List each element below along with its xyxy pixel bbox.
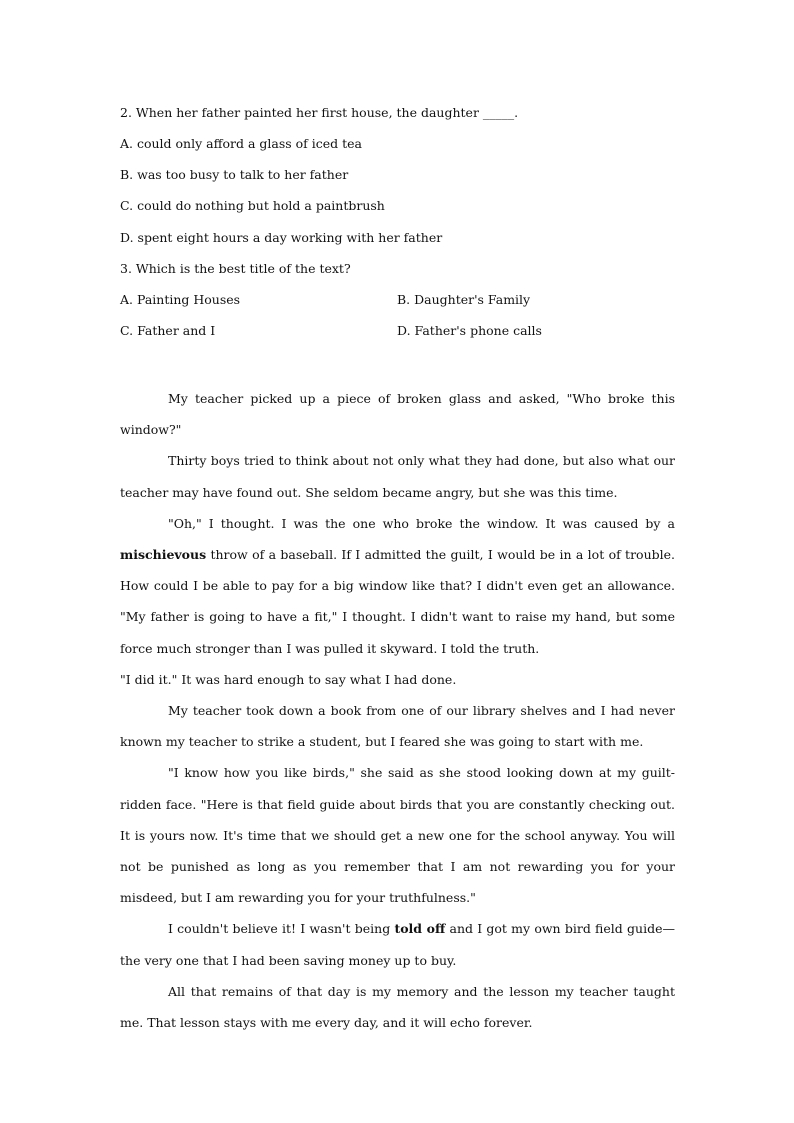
passage-paragraph-4: My teacher took down a book from one of our library shelves and I had never known my teacher to strike a student, but I feared she was going to start with me.	[120, 703, 675, 750]
passage-paragraph-3	[120, 508, 675, 664]
passage-paragraph-2: Thirty boys tried to think about not only what they had done, but also what our teacher may have found out. She seldom became angry, but she was this time.	[120, 453, 675, 500]
passage-paragraph-1: My teacher picked up a piece of broken glass and asked, "Who broke this window?"	[120, 391, 675, 438]
question-3-option-a: A. Painting Houses	[120, 292, 241, 307]
passage-paragraph-6-start: I couldn't believe it! I wasn't being	[168, 921, 395, 937]
question-2-option-d: D. spent eight hours a day working with her father	[120, 230, 443, 245]
passage-paragraph-6	[120, 913, 675, 975]
question-3-option-b: B. Daughter's Family	[397, 292, 531, 307]
question-3-option-c: C. Father and I	[120, 323, 216, 338]
passage-paragraph-5: "I know how you like birds," she said as she stood looking down at my guilt-ridden face. "Here is that field guide about birds that you are constantly checking out. It is yours now. It's time that we should get a new one for the school anyway. You will not be punished as long as you remember that I am not rewarding you for your misdeed, but I am rewarding you for your truthfulness."	[120, 765, 675, 906]
passage-paragraph-7: All that remains of that day is my memory and the lesson my teacher taught me. That lesson stays with me every day, and it will echo forever.	[120, 983, 675, 1031]
question-3-stem: 3. Which is the best title of the text?	[120, 261, 351, 276]
question-2-option-b: B. was too busy to talk to her father	[120, 167, 349, 182]
passage-paragraph-3-start: "Oh," I thought. I was the one who broke the window. It was caused by a	[168, 515, 675, 531]
question-2-option-c: C. could do nothing but hold a paintbrush	[120, 198, 385, 213]
reading-passage	[120, 383, 675, 1038]
keyword-told-off: told off	[394, 921, 446, 937]
question-3-option-d: D. Father's phone calls	[397, 323, 542, 338]
question-2-stem: 2. When her father painted her first house, the daughter _____.	[120, 105, 519, 120]
keyword-mischievous: mischievous	[120, 547, 207, 563]
question-2-option-a: A. could only afford a glass of iced tea	[120, 136, 362, 151]
passage-paragraph-3-rest: throw of a baseball. If I admitted the guilt, I would be in a lot of trouble. How could I be able to pay for a big window like that? I didn't even get an allowance. "My father is going to have a fit," I thought. I didn't want to raise my hand, but some force much stronger than I was pulled it skyward. I told the truth.	[120, 547, 675, 656]
passage-paragraph-3-end: "I did it." It was hard enough to say what I had done.	[120, 671, 457, 687]
passage-paragraph-6-rest: and I got my own bird field guide—the very one that I had been saving money up to buy.	[120, 921, 675, 968]
